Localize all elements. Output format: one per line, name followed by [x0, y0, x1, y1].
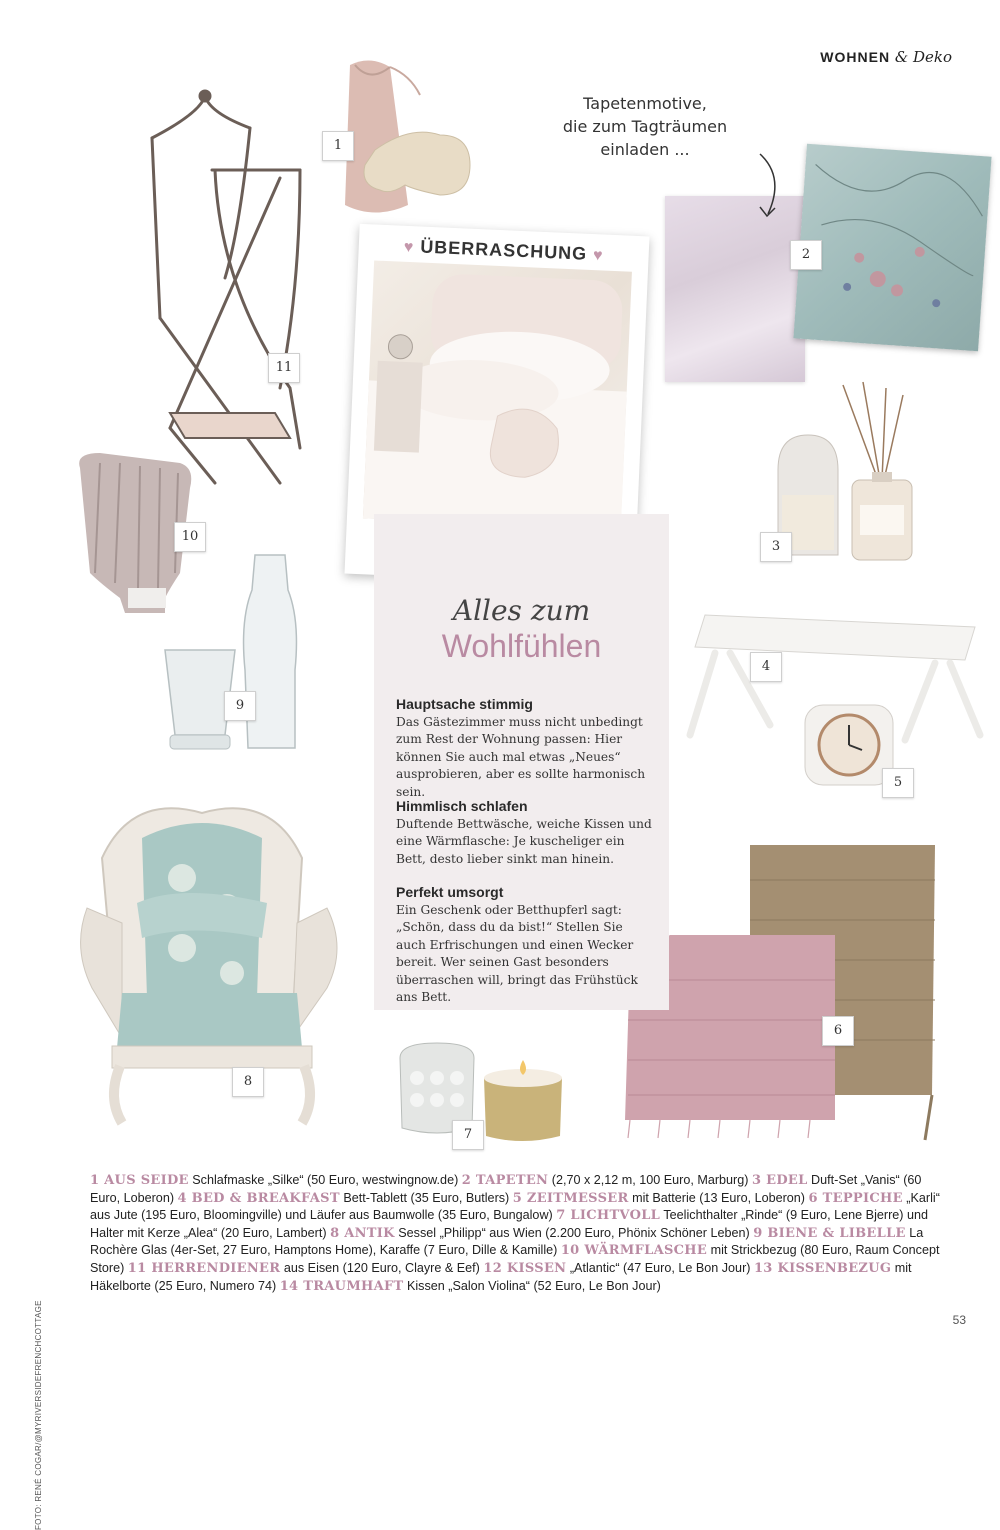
bedroom-photo: [363, 261, 632, 530]
legend-text: mit Strickbezug (80 Euro, Raum Concept Store): [90, 1243, 940, 1275]
legend-text: Schlafmaske „Silke“ (50 Euro, westwingnow.de): [188, 1173, 462, 1187]
photo-credit: FOTO: RENÉ COGAR/@MYRIVERSIDEFRENCHCOTTAGE: [34, 1300, 43, 1530]
legend-keyword: 8 ANTIK: [330, 1225, 395, 1241]
legend-keyword: 12 KISSEN: [483, 1260, 567, 1276]
section-name: WOHNEN: [820, 49, 891, 65]
wallpaper-caption-line: einladen ...: [600, 140, 690, 159]
article-section-heading: Hauptsache stimmig: [396, 696, 533, 712]
item-number-label: 5: [882, 768, 914, 798]
article-title-line2: Wohlfühlen: [441, 628, 602, 664]
legend-keyword: 3 EDEL: [751, 1173, 808, 1188]
legend-keyword: 5 ZEITMESSER: [512, 1190, 629, 1206]
legend-text: (2,70 x 2,12 m, 100 Euro, Marburg): [548, 1173, 752, 1187]
product-legend: [90, 1172, 950, 1295]
legend-keyword: 6 TEPPICHE: [808, 1190, 903, 1206]
arrow-icon: [740, 152, 790, 227]
section-sub: Deko: [912, 48, 952, 66]
legend-text: Teelichthalter „Rinde“ (9 Euro, Lene Bjerre) und Halter mit Kerze „Alea“ (20 Euro, Lambert): [90, 1208, 928, 1240]
item-number-label: 9: [224, 691, 256, 721]
article-section: [396, 696, 654, 801]
section-header: [820, 48, 952, 66]
item-number-label: 6: [822, 1016, 854, 1046]
wallpaper-caption: [530, 92, 760, 161]
page-number: 53: [952, 1313, 966, 1327]
wallpaper-caption-line: Tapetenmotive,: [583, 94, 707, 113]
armchair-image: [62, 788, 362, 1133]
legend-keyword: 10 WÄRMFLASCHE: [560, 1243, 708, 1259]
item-number-label: 4: [750, 652, 782, 682]
polaroid-title-text: ÜBERRASCHUNG: [419, 236, 588, 264]
legend-keyword: 9 BIENE & LIBELLE: [753, 1225, 906, 1241]
floral-wallpaper-image: [793, 144, 991, 351]
legend-keyword: 14 TRAUMHAFT: [279, 1278, 404, 1294]
legend-text: „Atlantic“ (47 Euro, Le Bon Jour): [566, 1260, 754, 1275]
valet-stand-image: [130, 88, 310, 488]
section-amp: &: [890, 48, 913, 66]
legend-text: „Karli“ aus Jute (195 Euro, Bloomingville) und Läufer aus Baumwolle (35 Euro, Bungalow): [90, 1190, 940, 1223]
heart-icon: ♥: [592, 247, 604, 265]
article-section: [396, 884, 654, 1006]
legend-keyword: 7 LICHTVOLL: [556, 1208, 661, 1224]
legend-text: Kissen „Salon Violina“ (52 Euro, Le Bon Jour): [403, 1278, 661, 1293]
article-section-body: Das Gästezimmer muss nicht unbedingt zum Rest der Wohnung passen: Hier können Sie auch mal etwas „Neues“ ausprobieren, aber es sollte harmonisch sein.: [396, 715, 646, 799]
legend-keyword: 13 KISSENBEZUG: [753, 1260, 892, 1276]
item-number-label: 11: [268, 353, 300, 383]
glass-carafe-image: [160, 550, 300, 760]
item-number-label: 8: [232, 1067, 264, 1097]
legend-keyword: 11 HERRENDIENER: [127, 1260, 281, 1276]
legend-keyword: 4 BED & BREAKFAST: [177, 1190, 340, 1206]
diffuser-set-image: [768, 380, 928, 570]
legend-text: aus Eisen (120 Euro, Clayre & Eef): [280, 1260, 484, 1275]
legend-text: mit Batterie (13 Euro, Loberon): [628, 1190, 809, 1205]
wallpaper-caption-line: die zum Tagträumen: [562, 117, 728, 136]
article-textbox: [374, 514, 669, 1010]
item-number-label: 10: [174, 522, 206, 552]
article-section: [396, 798, 654, 868]
article-section-heading: Himmlisch schlafen: [396, 798, 528, 814]
legend-text: Duft-Set „Vanis“ (60 Euro, Loberon): [90, 1173, 922, 1205]
legend-text: Sessel „Philipp“ aus Wien (2.200 Euro, Phönix Schöner Leben): [394, 1225, 754, 1240]
legend-text: Bett-Tablett (35 Euro, Butlers): [339, 1190, 513, 1205]
legend-keyword: 2 TAPETEN: [461, 1173, 549, 1188]
item-number-label: 7: [452, 1120, 484, 1150]
item-number-label: 2: [790, 240, 822, 270]
item-number-label: 1: [322, 131, 354, 161]
legend-text: mit Häkelborte (25 Euro, Numero 74): [90, 1260, 912, 1293]
legend-text: La Rochère Glas (4er-Set, 27 Euro, Hamptons Home), Karaffe (7 Euro, Dille & Kamille): [90, 1225, 924, 1258]
article-section-heading: Perfekt umsorgt: [396, 884, 504, 900]
heart-icon: ♥: [403, 238, 415, 257]
legend-keyword: 1 AUS SEIDE: [90, 1173, 189, 1188]
article-section-body: Duftende Bettwäsche, weiche Kissen und eine Wärmflasche: Je kuscheliger ein Bett, desto lieber sinkt man hinein.: [396, 817, 652, 866]
article-section-body: Ein Geschenk oder Betthupferl sagt: „Schön, dass du da bist!“ Stellen Sie auch Erfrischungen und einen Wecker bereit. Wer seinen Gast besonders überraschen will, bringt das Frühstück ans Bett.: [396, 903, 638, 1005]
item-number-label: 3: [760, 532, 792, 562]
article-title-line1: Alles zum: [452, 594, 591, 627]
